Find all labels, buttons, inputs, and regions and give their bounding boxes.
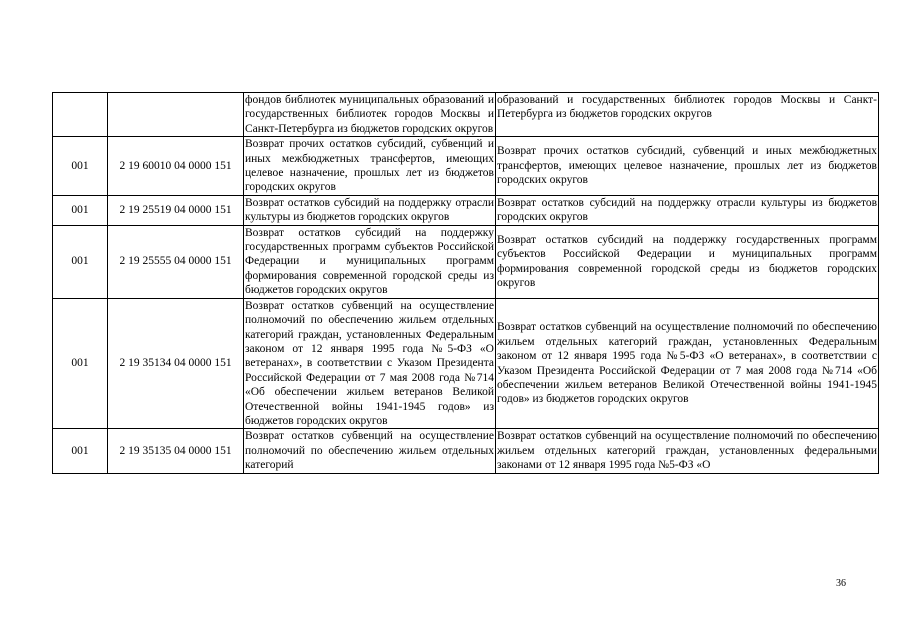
- income-description-cell: Возврат остатков субсидий на поддержку государственных программ субъектов Российской Федерации и муниципальных программ формирования современной городской среды из бюджетов городских округов: [496, 225, 879, 298]
- admin-code-cell: 001: [53, 195, 108, 225]
- table-row: [53, 195, 879, 225]
- income-description-cell: Возврат прочих остатков субсидий, субвенций и иных межбюджетных трансфертов, имеющих целевое назначение, прошлых лет из бюджетов городских округов: [496, 137, 879, 196]
- budget-code-cell: 2 19 25555 04 0000 151: [108, 225, 244, 298]
- table-row: [53, 429, 879, 473]
- admin-code-cell: 001: [53, 225, 108, 298]
- income-name-cell: Возврат остатков субвенций на осуществление полномочий по обеспечению жильем отдельных категорий граждан, установленных Федеральным законом от 12 января 1995 года №5-ФЗ «О ветеранах», в соответствии с Указом Президента Российской Федерации от 7 мая 2008 года №714 «Об обеспечении жильем ветеранов Великой Отечественной войны 1941-1945 годов» из бюджетов городских округов: [245, 299, 494, 427]
- income-name-cell: Возврат остатков субвенций на осуществление полномочий по обеспечению жильем отдельных категорий: [245, 430, 494, 472]
- income-description-cell: образований и государственных библиотек городов Москвы и Санкт-Петербурга из бюджетов городских округов: [496, 93, 879, 137]
- budget-code-cell: 2 19 35135 04 0000 151: [108, 429, 244, 473]
- income-name-cell: Возврат остатков субсидий на поддержку отрасли культуры из бюджетов городских округов: [245, 196, 494, 224]
- income-description-cell: Возврат остатков субсидий на поддержку отрасли культуры из бюджетов городских округов: [497, 196, 877, 224]
- admin-code-cell: 001: [53, 298, 108, 429]
- admin-code-cell: 001: [53, 137, 108, 196]
- budget-code-cell: 2 19 35134 04 0000 151: [108, 298, 244, 429]
- table-row: [53, 225, 879, 298]
- income-description-cell: Возврат остатков субвенций на осуществление полномочий по обеспечению жильем отдельных категорий граждан, установленных Федеральным законом от 12 января 1995 года №5-ФЗ «О ветеранах», в соответствии с Указом Президента Российской Федерации от 7 мая 2008 года №714 «Об обеспечении жильем ветеранов Великой Отечественной войны 1941-1945 годов» из бюджетов городских округов: [496, 298, 879, 429]
- income-description-cell: Возврат остатков субвенций на осуществление полномочий по обеспечению жильем отдельных категорий граждан, установленных федеральными законами от 12 января 1995 года №5-ФЗ «О: [497, 430, 877, 472]
- income-name-cell: фондов библиотек муниципальных образований и государственных библиотек городов Москвы и Санкт-Петербурга из бюджетов городских округов: [245, 94, 494, 135]
- document-page: [52, 92, 878, 474]
- budget-code-cell: 2 19 25519 04 0000 151: [108, 195, 244, 225]
- budget-codes-table: [52, 92, 879, 474]
- table-row: [53, 137, 879, 196]
- table-row: [53, 298, 879, 429]
- income-name-cell: Возврат остатков субсидий на поддержку государственных программ субъектов Российской Федерации и муниципальных программ формирования современной городской среды из бюджетов городских округов: [245, 226, 494, 297]
- income-name-cell: Возврат прочих остатков субсидий, субвенций и иных межбюджетных трансфертов, имеющих целевое назначение, прошлых лет из бюджетов городских округов: [245, 138, 494, 194]
- admin-code-cell: 001: [53, 429, 108, 473]
- admin-code-cell: [53, 93, 108, 137]
- budget-code-cell: 2 19 60010 04 0000 151: [108, 137, 244, 196]
- table-row: [53, 93, 879, 137]
- page-number: 36: [836, 578, 846, 589]
- budget-code-cell: [108, 93, 244, 137]
